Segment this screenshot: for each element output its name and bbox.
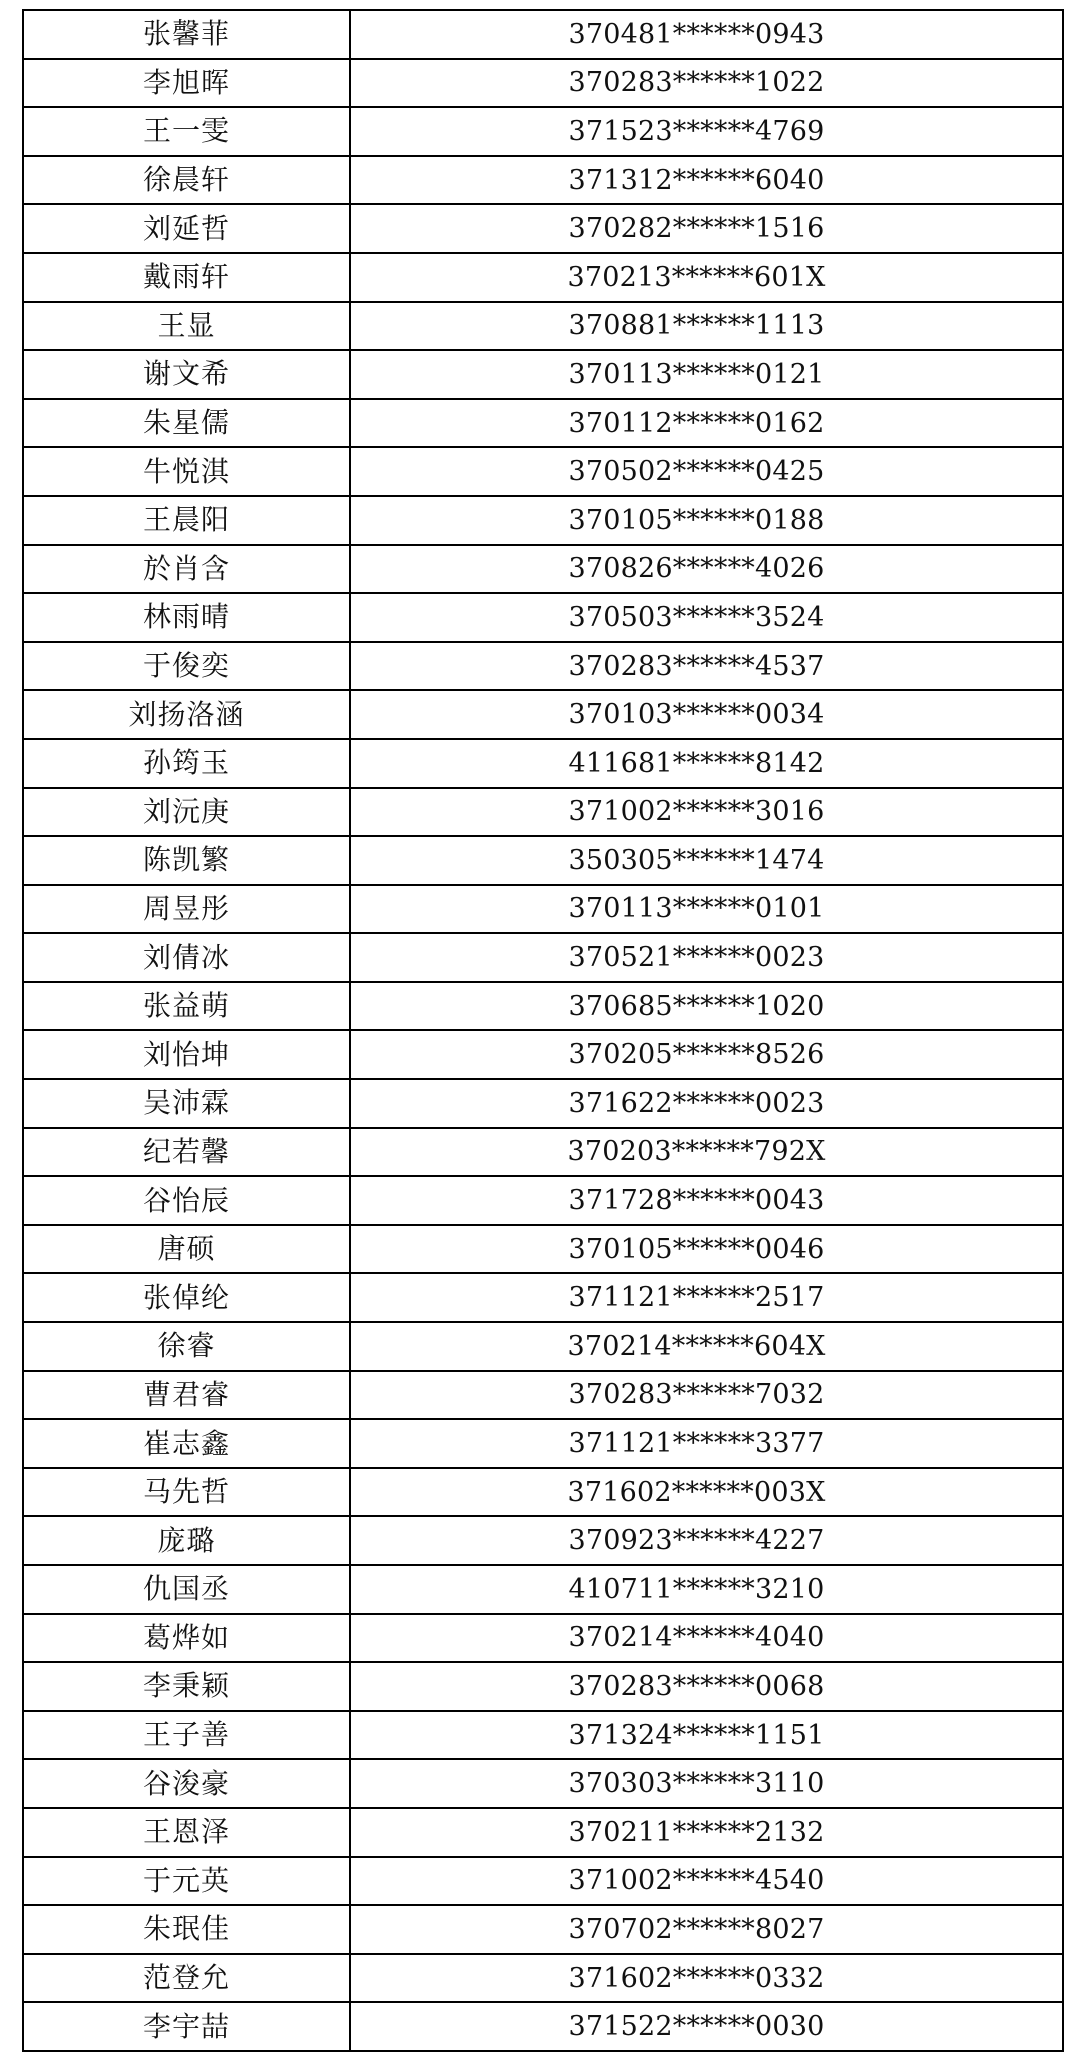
table-row: [23, 156, 1063, 205]
name-cell: 张益萌: [23, 982, 350, 1031]
name-cell: 陈凯繁: [23, 836, 350, 885]
table-row: [23, 496, 1063, 545]
name-cell: 徐晨轩: [23, 156, 350, 205]
id-number-cell: 370214******4040: [350, 1614, 1063, 1663]
id-number-cell: 370503******3524: [350, 593, 1063, 642]
name-cell: 林雨晴: [23, 593, 350, 642]
id-number-cell: 370481******0943: [350, 10, 1063, 59]
id-number-cell: 410711******3210: [350, 1565, 1063, 1614]
name-cell: 王一雯: [23, 107, 350, 156]
id-number-cell: 370112******0162: [350, 399, 1063, 448]
id-number-cell: 370881******1113: [350, 302, 1063, 351]
id-number-cell: 370113******0101: [350, 885, 1063, 934]
id-number-cell: 370211******2132: [350, 1808, 1063, 1857]
name-cell: 刘倩冰: [23, 933, 350, 982]
name-cell: 王恩泽: [23, 1808, 350, 1857]
table-row: [23, 1662, 1063, 1711]
id-number-cell: 371622******0023: [350, 1079, 1063, 1128]
table-row: [23, 1030, 1063, 1079]
name-cell: 崔志鑫: [23, 1419, 350, 1468]
id-number-cell: 370105******0046: [350, 1225, 1063, 1274]
id-number-cell: 370203******792X: [350, 1128, 1063, 1177]
name-cell: 刘延哲: [23, 204, 350, 253]
id-number-cell: 371602******003X: [350, 1468, 1063, 1517]
name-cell: 仇国丞: [23, 1565, 350, 1614]
table-row: [23, 302, 1063, 351]
id-number-cell: 370502******0425: [350, 447, 1063, 496]
table-row: [23, 204, 1063, 253]
table-row: [23, 1614, 1063, 1663]
id-number-cell: 371324******1151: [350, 1711, 1063, 1760]
table-row: [23, 1808, 1063, 1857]
table-body: [23, 10, 1063, 2051]
name-cell: 孙筠玉: [23, 739, 350, 788]
name-cell: 葛烨如: [23, 1614, 350, 1663]
name-cell: 戴雨轩: [23, 253, 350, 302]
name-cell: 纪若馨: [23, 1128, 350, 1177]
id-number-cell: 371121******3377: [350, 1419, 1063, 1468]
table-row: [23, 836, 1063, 885]
id-number-cell: 371002******4540: [350, 1857, 1063, 1906]
table-row: [23, 1128, 1063, 1177]
table-row: [23, 1954, 1063, 2003]
table-row: [23, 1905, 1063, 1954]
name-cell: 於肖含: [23, 545, 350, 594]
id-number-cell: 411681******8142: [350, 739, 1063, 788]
id-number-cell: 370103******0034: [350, 690, 1063, 739]
id-number-cell: 371728******0043: [350, 1176, 1063, 1225]
table-row: [23, 690, 1063, 739]
id-number-cell: 370113******0121: [350, 350, 1063, 399]
table-row: [23, 253, 1063, 302]
name-cell: 王子善: [23, 1711, 350, 1760]
name-cell: 刘沅庚: [23, 788, 350, 837]
id-number-cell: 371602******0332: [350, 1954, 1063, 2003]
table-row: [23, 933, 1063, 982]
id-number-cell: 371523******4769: [350, 107, 1063, 156]
id-number-cell: 370213******601X: [350, 253, 1063, 302]
table-row: [23, 2002, 1063, 2051]
id-number-cell: 370105******0188: [350, 496, 1063, 545]
table-row: [23, 350, 1063, 399]
name-cell: 谷浚豪: [23, 1759, 350, 1808]
name-cell: 周昱彤: [23, 885, 350, 934]
table-row: [23, 982, 1063, 1031]
table-row: [23, 1759, 1063, 1808]
table-row: [23, 1079, 1063, 1128]
table-row: [23, 1371, 1063, 1420]
name-cell: 李宇喆: [23, 2002, 350, 2051]
name-cell: 谢文希: [23, 350, 350, 399]
name-cell: 于俊奕: [23, 642, 350, 691]
id-number-cell: 370702******8027: [350, 1905, 1063, 1954]
name-cell: 吴沛霖: [23, 1079, 350, 1128]
table-row: [23, 642, 1063, 691]
table-row: [23, 739, 1063, 788]
table-row: [23, 1419, 1063, 1468]
name-cell: 范登允: [23, 1954, 350, 2003]
table-row: [23, 1516, 1063, 1565]
table-row: [23, 1322, 1063, 1371]
name-cell: 王显: [23, 302, 350, 351]
id-number-cell: 370826******4026: [350, 545, 1063, 594]
name-cell: 朱珉佳: [23, 1905, 350, 1954]
table-row: [23, 399, 1063, 448]
id-number-cell: 370214******604X: [350, 1322, 1063, 1371]
name-cell: 牛悦淇: [23, 447, 350, 496]
name-list-sheet: [22, 9, 1062, 2052]
table-row: [23, 593, 1063, 642]
name-cell: 张馨菲: [23, 10, 350, 59]
id-number-cell: 370283******7032: [350, 1371, 1063, 1420]
id-number-cell: 370521******0023: [350, 933, 1063, 982]
id-number-cell: 370303******3110: [350, 1759, 1063, 1808]
id-number-cell: 350305******1474: [350, 836, 1063, 885]
id-number-cell: 370283******4537: [350, 642, 1063, 691]
name-cell: 谷怡辰: [23, 1176, 350, 1225]
table-row: [23, 10, 1063, 59]
table-row: [23, 1468, 1063, 1517]
name-cell: 徐睿: [23, 1322, 350, 1371]
table-row: [23, 1711, 1063, 1760]
name-cell: 刘怡坤: [23, 1030, 350, 1079]
id-number-cell: 370685******1020: [350, 982, 1063, 1031]
name-cell: 王晨阳: [23, 496, 350, 545]
name-cell: 于元英: [23, 1857, 350, 1906]
table-row: [23, 788, 1063, 837]
table-row: [23, 1857, 1063, 1906]
table-row: [23, 885, 1063, 934]
id-number-cell: 371312******6040: [350, 156, 1063, 205]
name-cell: 李秉颖: [23, 1662, 350, 1711]
id-number-cell: 370923******4227: [350, 1516, 1063, 1565]
name-cell: 朱星儒: [23, 399, 350, 448]
id-number-cell: 371522******0030: [350, 2002, 1063, 2051]
id-number-cell: 371121******2517: [350, 1273, 1063, 1322]
table-row: [23, 447, 1063, 496]
name-cell: 马先哲: [23, 1468, 350, 1517]
table-row: [23, 107, 1063, 156]
name-cell: 庞璐: [23, 1516, 350, 1565]
table-row: [23, 1273, 1063, 1322]
name-cell: 张倬纶: [23, 1273, 350, 1322]
id-number-cell: 370283******1022: [350, 59, 1063, 108]
name-cell: 刘扬洛涵: [23, 690, 350, 739]
id-number-cell: 371002******3016: [350, 788, 1063, 837]
table-row: [23, 545, 1063, 594]
table-row: [23, 1176, 1063, 1225]
name-id-table: [22, 9, 1064, 2052]
table-row: [23, 1565, 1063, 1614]
name-cell: 唐硕: [23, 1225, 350, 1274]
table-row: [23, 59, 1063, 108]
table-row: [23, 1225, 1063, 1274]
id-number-cell: 370205******8526: [350, 1030, 1063, 1079]
id-number-cell: 370283******0068: [350, 1662, 1063, 1711]
id-number-cell: 370282******1516: [350, 204, 1063, 253]
name-cell: 李旭晖: [23, 59, 350, 108]
name-cell: 曹君睿: [23, 1371, 350, 1420]
